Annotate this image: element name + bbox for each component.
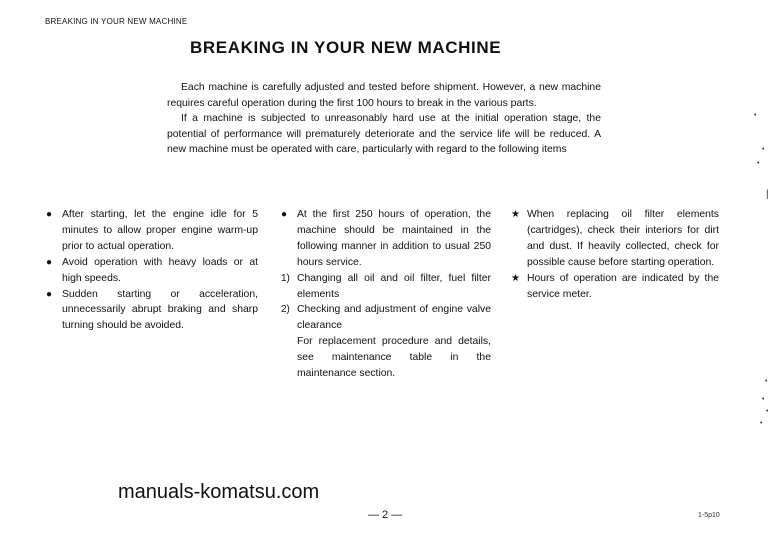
list-item-text: Avoid operation with heavy loads or at high speeds. (62, 256, 258, 284)
scan-speck: • (760, 420, 763, 427)
scan-speck: • (757, 160, 760, 167)
scan-speck: • (765, 378, 768, 385)
bullet-icon: ● (46, 256, 53, 268)
bullet-icon: ● (46, 288, 53, 300)
scan-speck: • (762, 146, 765, 153)
list-item (281, 207, 491, 271)
numbered-item (281, 271, 491, 303)
list-item-text: At the first 250 hours of operation, the machine should be maintained in the following manner in addition to usual 250 hours service. (297, 209, 491, 268)
item-number: 1) (281, 272, 290, 284)
running-header: BREAKING IN YOUR NEW MACHINE (45, 17, 188, 26)
page-code: 1-5p10 (698, 512, 720, 519)
list-item-text: Changing all oil and oil filter, fuel filter elements (297, 272, 491, 300)
intro-paragraph: If a machine is subjected to unreasonably hard use at the initial operation stage, the potential of performance will prematurely deteriorate and the service life will be reduced. A new machine must be operated with care, particularly with regard to the following items (167, 113, 601, 156)
left-column (46, 207, 258, 334)
list-item-text: Sudden starting or acceleration, unnecessarily abrupt braking and sharp turning should be avoided. (62, 288, 258, 332)
scan-speck: • (762, 396, 765, 403)
intro-text (167, 80, 601, 158)
list-item (511, 207, 719, 271)
numbered-item (281, 302, 491, 334)
scan-speck: • (754, 112, 757, 119)
intro-paragraph: Each machine is carefully adjusted and tested before shipment. However, a new machine requires careful operation during the first 100 hours to break in the various parts. (167, 82, 601, 109)
list-item-text: When replacing oil filter elements (cartridges), check their interiors for dirt and dust. If heavily collected, check for possible cause before starting operation. (527, 209, 719, 268)
list-item-text: Hours of operation are indicated by the service meter. (527, 272, 719, 300)
star-icon: ★ (511, 209, 520, 220)
page-number: — 2 — (368, 509, 403, 521)
list-item (46, 255, 258, 287)
right-column (511, 207, 719, 302)
scan-speck: • (766, 408, 769, 415)
middle-column (281, 207, 491, 382)
item-number: 2) (281, 304, 290, 316)
list-item (511, 271, 719, 303)
scan-speck: | (766, 189, 769, 200)
watermark: manuals-komatsu.com (118, 481, 320, 503)
procedure-note (281, 334, 491, 382)
list-item (46, 207, 258, 255)
star-icon: ★ (511, 272, 520, 284)
list-item-text: After starting, let the engine idle for 5 minutes to allow proper engine warm-up prior to actual operation. (62, 209, 258, 252)
note-text: For replacement procedure and details, see maintenance table in the maintenance section. (297, 336, 491, 380)
list-item-text: Checking and adjustment of engine valve clearance (297, 304, 491, 332)
page-title: BREAKING IN YOUR NEW MACHINE (190, 38, 502, 57)
list-item (46, 287, 258, 335)
bullet-icon: ● (46, 209, 53, 220)
bullet-icon: ● (281, 209, 288, 220)
